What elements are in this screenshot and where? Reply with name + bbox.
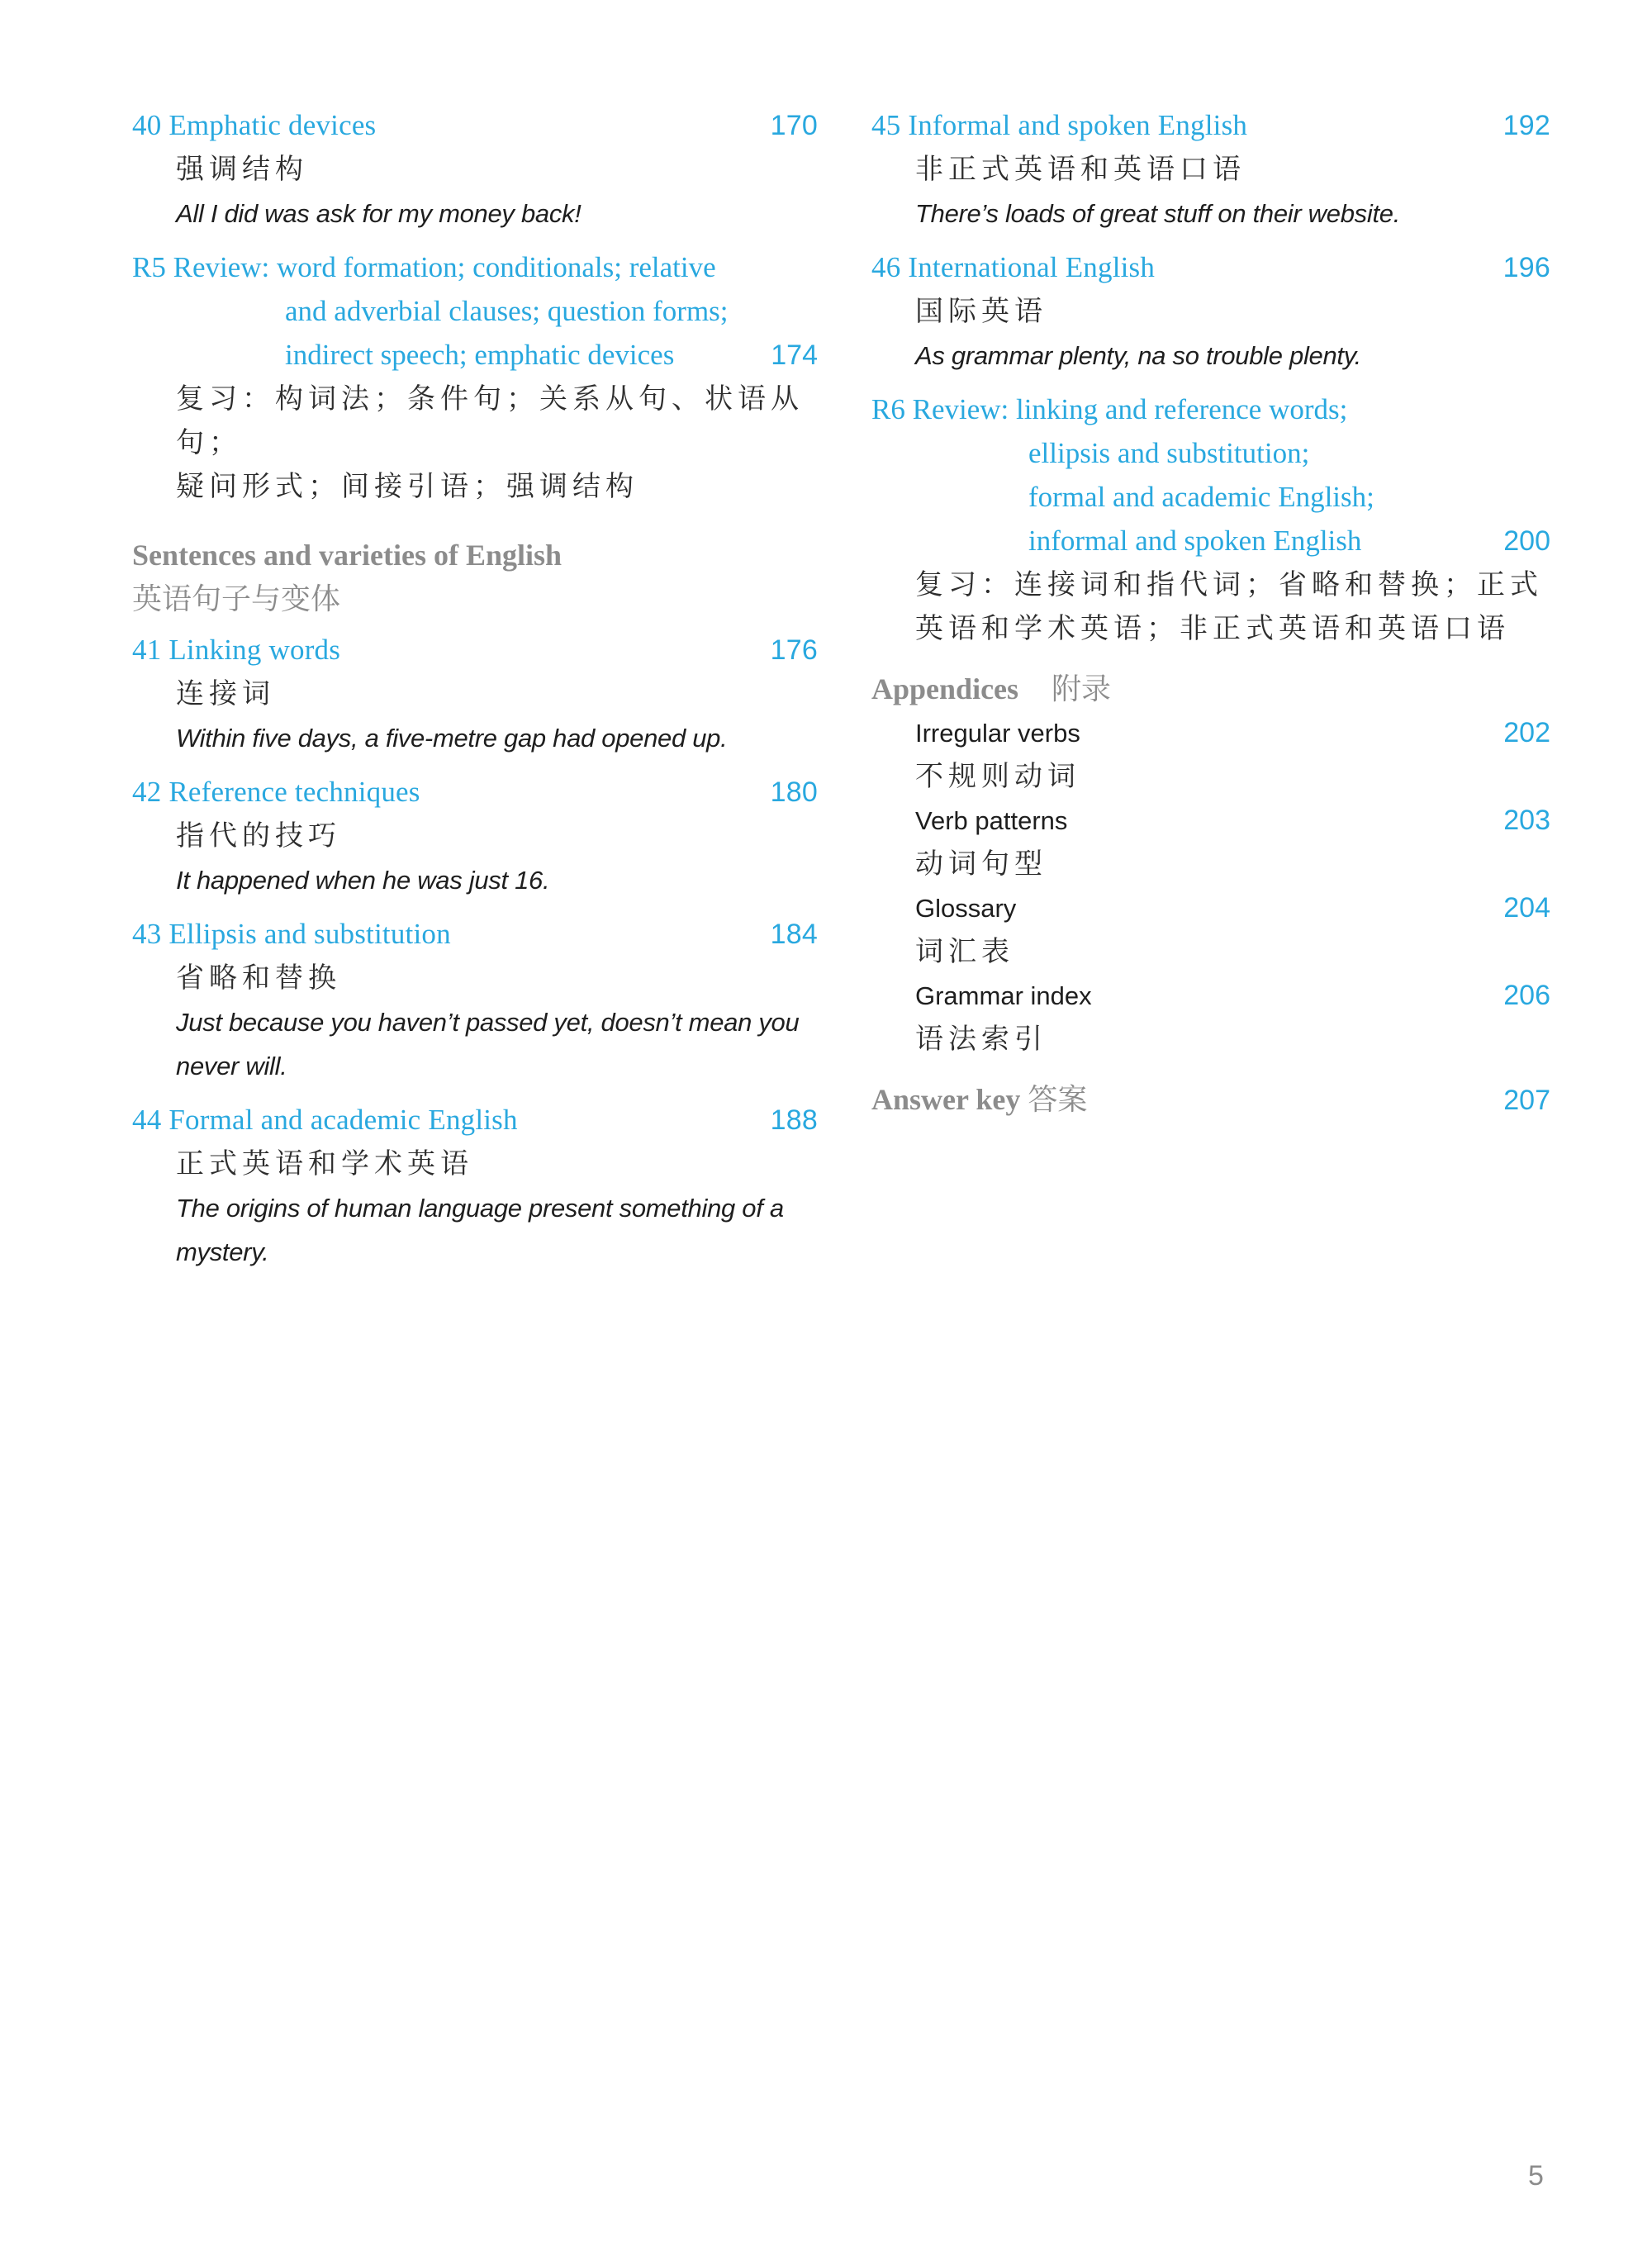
appendix-chinese: 语法索引 xyxy=(915,1023,1047,1056)
appendices-section xyxy=(871,667,1550,1061)
toc-entry-r6[interactable] xyxy=(871,387,1550,651)
review-chinese-2: 英语和学术英语；非正式英语和英语口语 xyxy=(915,612,1510,645)
entry-title[interactable]: 42 Reference techniques xyxy=(132,776,420,808)
appendix-label[interactable]: Glossary xyxy=(915,894,1017,923)
entry-example: As grammar plenty, na so trouble plenty. xyxy=(915,341,1361,370)
appendix-label[interactable]: Verb patterns xyxy=(915,806,1068,835)
entry-title[interactable]: 40 Emphatic devices xyxy=(132,109,377,141)
entry-page[interactable]: 176 xyxy=(770,634,818,666)
entry-title[interactable]: 44 Formal and academic English xyxy=(132,1104,518,1136)
toc-right-column xyxy=(871,103,1550,1123)
appendices-heading xyxy=(871,667,1550,711)
answer-key-entry[interactable] xyxy=(871,1078,1550,1123)
entry-example: All I did was ask for my money back! xyxy=(176,199,582,228)
entry-chinese: 非正式英语和英语口语 xyxy=(915,153,1246,186)
review-chinese-1: 复习：连接词和指代词；省略和替换；正式 xyxy=(915,568,1543,601)
entry-title[interactable]: 45 Informal and spoken English xyxy=(871,109,1248,141)
appendix-verb-patterns[interactable] xyxy=(915,799,1550,843)
toc-entry-45[interactable] xyxy=(871,103,1550,235)
entry-page[interactable]: 180 xyxy=(770,776,818,808)
appendix-page[interactable]: 204 xyxy=(1503,892,1550,924)
appendix-grammar-index[interactable] xyxy=(915,974,1550,1018)
entry-page[interactable]: 200 xyxy=(1503,525,1550,557)
review-line-2[interactable]: ellipsis and substitution; xyxy=(1028,437,1310,469)
appendices-title: Appendices xyxy=(871,672,1019,705)
entry-example: There’s loads of great stuff on their website. xyxy=(915,199,1401,228)
review-line-1[interactable]: R5 Review: word formation; conditionals; relative xyxy=(132,251,716,283)
entry-chinese: 强调结构 xyxy=(176,153,308,186)
entry-page[interactable]: 174 xyxy=(771,340,818,371)
entry-chinese: 正式英语和学术英语 xyxy=(176,1147,473,1180)
entry-chinese: 省略和替换 xyxy=(176,962,341,995)
entry-example: Within five days, a five-metre gap had opened up. xyxy=(176,724,728,753)
entry-chinese: 连接词 xyxy=(176,677,275,710)
section-heading xyxy=(132,534,818,621)
toc-entry-41[interactable] xyxy=(132,628,818,760)
review-chinese-1: 复习：构词法；条件句；关系从句、状语从句； xyxy=(176,382,804,459)
review-line-3[interactable]: formal and academic English; xyxy=(1028,481,1374,513)
entry-page[interactable]: 188 xyxy=(770,1104,818,1136)
review-line-2[interactable]: and adverbial clauses; question forms; xyxy=(285,295,729,327)
entry-example: It happened when he was just 16. xyxy=(176,866,550,895)
entry-page[interactable]: 184 xyxy=(770,919,818,950)
section-chinese: 英语句子与变体 xyxy=(132,582,341,616)
appendices-chinese: 附录 xyxy=(1051,672,1112,706)
entry-title[interactable]: 46 International English xyxy=(871,251,1156,283)
appendix-label[interactable]: Irregular verbs xyxy=(915,719,1080,748)
entry-title[interactable]: 43 Ellipsis and substitution xyxy=(132,918,451,950)
appendix-irregular-verbs[interactable] xyxy=(915,711,1550,755)
toc-entry-46[interactable] xyxy=(871,245,1550,378)
appendix-page[interactable]: 202 xyxy=(1503,717,1550,748)
toc-entry-r5[interactable] xyxy=(132,245,818,509)
answer-key-chinese: 答案 xyxy=(1028,1083,1088,1117)
review-line-4[interactable]: informal and spoken English xyxy=(1028,525,1362,557)
appendix-label[interactable]: Grammar index xyxy=(915,981,1092,1010)
toc-entry-40[interactable] xyxy=(132,103,818,235)
appendix-glossary[interactable] xyxy=(915,886,1550,930)
toc-entry-42[interactable] xyxy=(132,770,818,902)
entry-page[interactable]: 170 xyxy=(770,110,818,141)
section-title: Sentences and varieties of English xyxy=(132,539,563,572)
review-line-1[interactable]: R6 Review: linking and reference words; xyxy=(871,393,1348,425)
answer-key-title[interactable]: Answer key xyxy=(871,1083,1021,1116)
answer-key-page[interactable]: 207 xyxy=(1503,1085,1550,1116)
review-line-3[interactable]: indirect speech; emphatic devices xyxy=(285,339,675,371)
appendix-chinese: 词汇表 xyxy=(915,935,1014,968)
appendix-page[interactable]: 206 xyxy=(1503,980,1550,1011)
entry-page[interactable]: 196 xyxy=(1502,252,1550,283)
review-chinese-2: 疑问形式；间接引语；强调结构 xyxy=(176,470,638,503)
entry-example: The origins of human language present something of a mystery. xyxy=(176,1194,784,1266)
appendix-chinese: 不规则动词 xyxy=(915,760,1080,793)
entry-chinese: 指代的技巧 xyxy=(176,819,341,852)
entry-page[interactable]: 192 xyxy=(1502,110,1550,141)
appendix-chinese: 动词句型 xyxy=(915,848,1047,881)
entry-example: Just because you haven’t passed yet, doesn’t mean you never will. xyxy=(176,1008,800,1080)
entry-title[interactable]: 41 Linking words xyxy=(132,634,341,666)
appendix-page[interactable]: 203 xyxy=(1503,805,1550,836)
toc-left-column xyxy=(132,103,818,1274)
toc-entry-43[interactable] xyxy=(132,912,818,1088)
entry-chinese: 国际英语 xyxy=(915,295,1047,328)
page-number: 5 xyxy=(1528,2160,1544,2192)
toc-entry-44[interactable] xyxy=(132,1098,818,1274)
